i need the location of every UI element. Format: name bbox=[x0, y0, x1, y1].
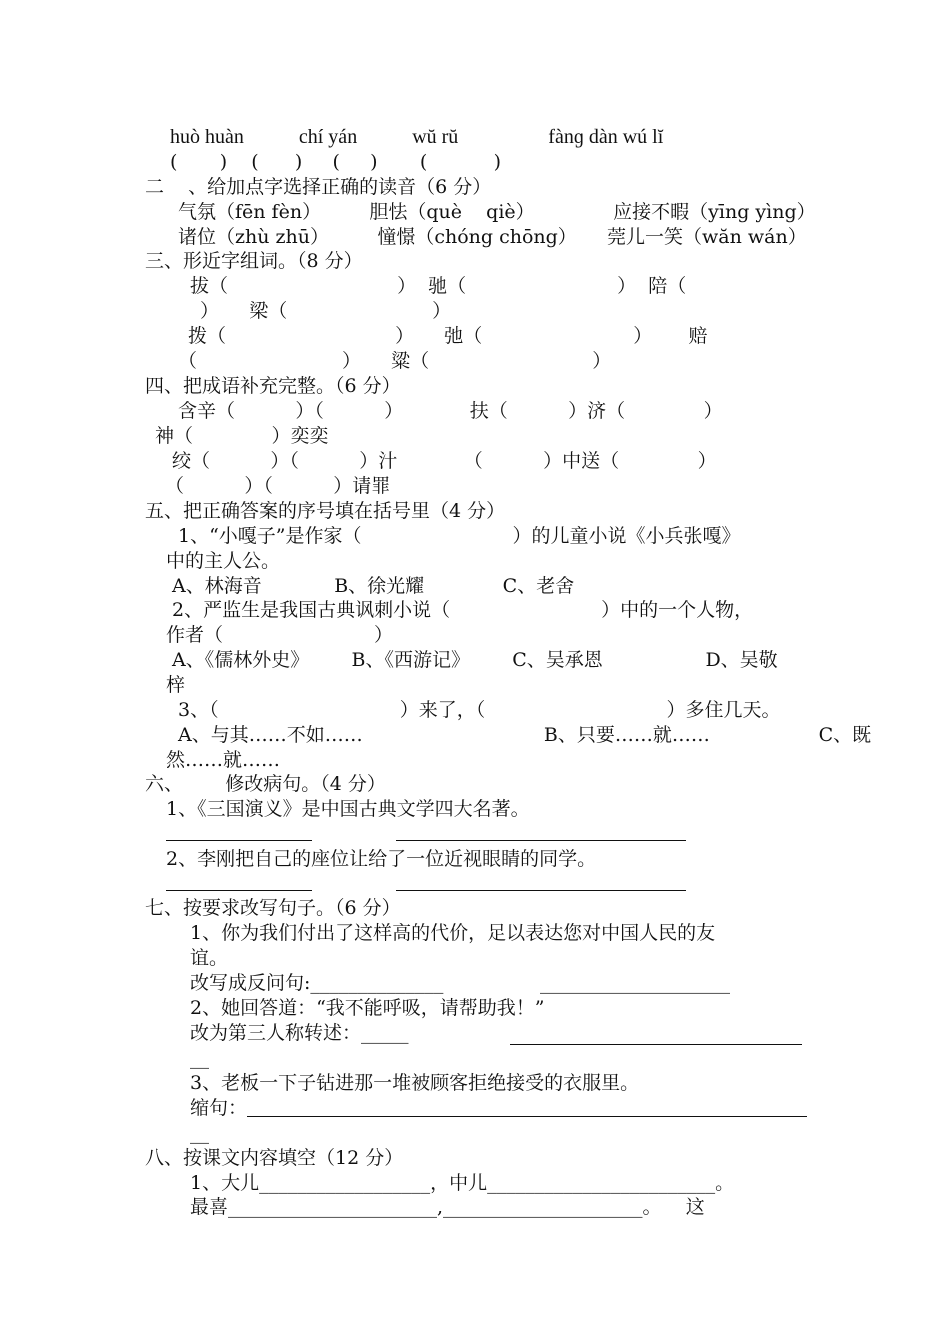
answer-line bbox=[166, 840, 312, 841]
question-line: ） 梁（ ） bbox=[200, 300, 452, 322]
section-3-heading: 三、形近字组词。（8 分） bbox=[145, 250, 363, 272]
question-line: 1、大儿__________________，中儿________________________。 bbox=[190, 1172, 735, 1194]
question-line: 2、严监生是我国古典讽刺小说（ ）中的一个人物， bbox=[172, 599, 754, 621]
answer-line bbox=[247, 1116, 807, 1117]
question-line: __ bbox=[190, 1122, 209, 1144]
question-line: 神（ ）奕奕 bbox=[155, 425, 329, 447]
question-line: __ bbox=[190, 1047, 209, 1069]
question-line: 中的主人公。 bbox=[166, 550, 281, 572]
question-line: 2、她回答道：“我不能呼吸，请帮助我！” bbox=[190, 997, 545, 1019]
question-line: 作者（ ） bbox=[166, 624, 393, 646]
question-line: 谊。 bbox=[190, 947, 229, 969]
question-line: 缩句： bbox=[190, 1097, 248, 1119]
question-line: A、与其……不如…… B、只要……就…… C、既 bbox=[178, 724, 872, 746]
question-line: （ ） 粱（ ） bbox=[178, 350, 612, 372]
question-line: 1、《三国演义》是中国古典文学四大名著。 bbox=[166, 798, 530, 820]
question-line: 梓 bbox=[166, 674, 186, 696]
question-line: 诸位（zhù zhū） 憧憬（chóng chōng） 莞儿一笑（wăn wán） bbox=[178, 226, 807, 248]
answer-line bbox=[396, 890, 686, 891]
question-line: 含辛（ ）（ ） 扶（ ）济（ ） bbox=[178, 400, 723, 422]
answer-line bbox=[166, 890, 312, 891]
section-4-heading: 四、把成语补充完整。（6 分） bbox=[145, 375, 401, 397]
answer-line bbox=[396, 840, 686, 841]
section-8-heading: 八、按课文内容填空（12 分） bbox=[145, 1147, 404, 1169]
pinyin-row: huò huàn chí yán wŭ rŭ fànɡ dàn wú lĭ bbox=[170, 126, 664, 148]
answer-blanks-row: ( ) ( ) ( ) ( ) bbox=[170, 151, 502, 173]
question-line: 2、李刚把自己的座位让给了一位近视眼睛的同学。 bbox=[166, 848, 597, 870]
question-line: 绞（ ）（ ）汁 （ ）中送（ ） bbox=[172, 450, 717, 472]
section-6-heading: 六、 修改病句。（4 分） bbox=[145, 773, 386, 795]
question-line: 3、老板一下子钻进那一堆被顾客拒绝接受的衣服里。 bbox=[190, 1072, 640, 1094]
section-5-heading: 五、把正确答案的序号填在括号里（4 分） bbox=[145, 500, 506, 522]
question-line: 改写成反问句:______________ ____________________ bbox=[190, 972, 731, 994]
question-line: 最喜______________________,_____________________。 这 bbox=[190, 1196, 705, 1218]
question-line: 拔（ ） 驰（ ） 陪（ bbox=[190, 275, 687, 297]
question-line: 然……就…… bbox=[166, 749, 281, 771]
question-line: A、《儒林外史》 B、《西游记》 C、吴承恩 D、吴敬 bbox=[172, 649, 778, 671]
question-line: 改为第三人称转述：_____ bbox=[190, 1022, 409, 1044]
section-7-heading: 七、按要求改写句子。（6 分） bbox=[145, 897, 401, 919]
question-line: 气氛（fēn fèn） 胆怯（què qiè） 应接不暇（yīng yìng） bbox=[178, 201, 816, 223]
section-2-heading: 二 、给加点字选择正确的读音（6 分） bbox=[145, 176, 492, 198]
question-line: 1、你为我们付出了这样高的代价，足以表达您对中国人民的友 bbox=[190, 922, 716, 944]
question-line: （ ）（ ）请罪 bbox=[165, 475, 391, 497]
question-line: 拨（ ） 弛（ ） 赔 bbox=[188, 325, 708, 347]
question-line: 3、（ ）来了，（ ）多住几天。 bbox=[178, 699, 781, 721]
question-line: 1、“小嘎子”是作家（ ）的儿童小说《小兵张嘎》 bbox=[178, 525, 741, 547]
question-line: A、林海音 B、徐光耀 C、老舍 bbox=[172, 575, 575, 597]
answer-line bbox=[510, 1044, 802, 1045]
